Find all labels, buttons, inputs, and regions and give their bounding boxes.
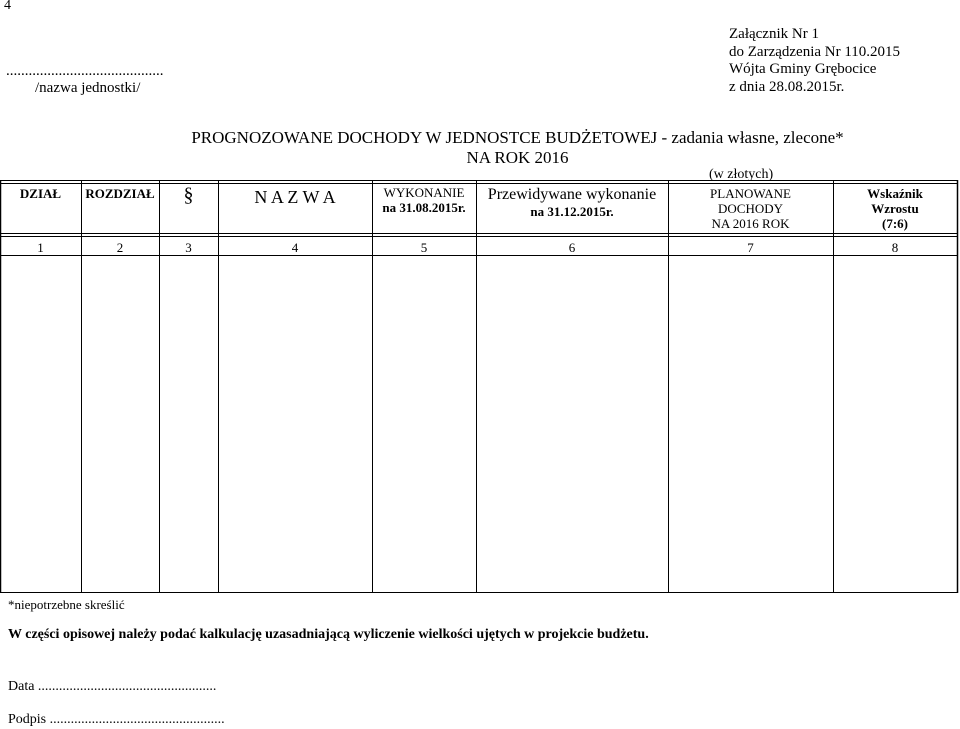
header-wskaznik-line-1: Wskaźnik: [867, 186, 923, 201]
annex-line-2: do Zarządzenia Nr 110.2015: [729, 43, 901, 60]
header-wykonanie-line-2: na 31.08.2015r.: [382, 200, 466, 215]
page-number: 4: [4, 0, 11, 13]
header-wykonanie: [372, 185, 476, 215]
signature-field: Podpis ..................................................: [8, 712, 225, 727]
column-number: 1: [37, 240, 44, 255]
column-number: 5: [420, 240, 428, 255]
column-number: 3: [185, 240, 192, 255]
header-przewidywane: [476, 186, 668, 219]
column-number: 4: [291, 240, 299, 255]
currency-note: (w złotych): [709, 167, 774, 182]
column-number: 8: [891, 240, 899, 255]
document-title: PROGNOZOWANE DOCHODY W JEDNOSTCE BUDŻETOWEJ - zadania własne, zlecone*: [191, 128, 844, 147]
header-przewidywane-line-1: Przewidywane wykonanie: [487, 186, 657, 203]
header-wskaznik-line-3: (7:6): [882, 216, 908, 231]
unit-name-field: ..........................................: [6, 63, 164, 79]
header-planowane: [668, 186, 833, 231]
header-wskaznik-line-2: Wzrostu: [871, 201, 919, 216]
header-wykonanie-line-1: WYKONANIE: [383, 185, 465, 200]
header-dzial: DZIAŁ: [19, 186, 62, 201]
instruction-note: W części opisowej należy podać kalkulację uzasadniającą wyliczenie wielkości ujętych w projekcie budżetu.: [8, 627, 649, 642]
annex-line-1: Załącznik Nr 1: [729, 26, 819, 42]
column-number: 7: [747, 240, 754, 255]
header-paragraph: §: [183, 184, 194, 206]
header-planowane-line-2: DOCHODY: [718, 201, 783, 216]
column-number: 2: [116, 240, 124, 255]
footnote: *niepotrzebne skreślić: [8, 597, 125, 612]
annex-block: [729, 26, 900, 96]
unit-name-label: /nazwa jednostki/: [35, 80, 141, 96]
annex-line-4: z dnia 28.08.2015r.: [729, 78, 845, 95]
document-subtitle: NA ROK 2016: [466, 148, 569, 167]
header-przewidywane-line-2: na 31.12.2015r.: [530, 204, 614, 219]
header-nazwa: N A Z W A: [254, 187, 336, 207]
header-rozdzial: ROZDZIAŁ: [85, 186, 155, 201]
header-planowane-line-1: PLANOWANE: [710, 186, 791, 201]
column-number: 6: [568, 240, 576, 255]
header-planowane-line-3: NA 2016 ROK: [711, 216, 790, 231]
date-field: Data ...................................................: [8, 679, 217, 694]
annex-line-3: Wójta Gminy Grębocice: [729, 61, 877, 77]
header-wskaznik: [833, 186, 957, 231]
